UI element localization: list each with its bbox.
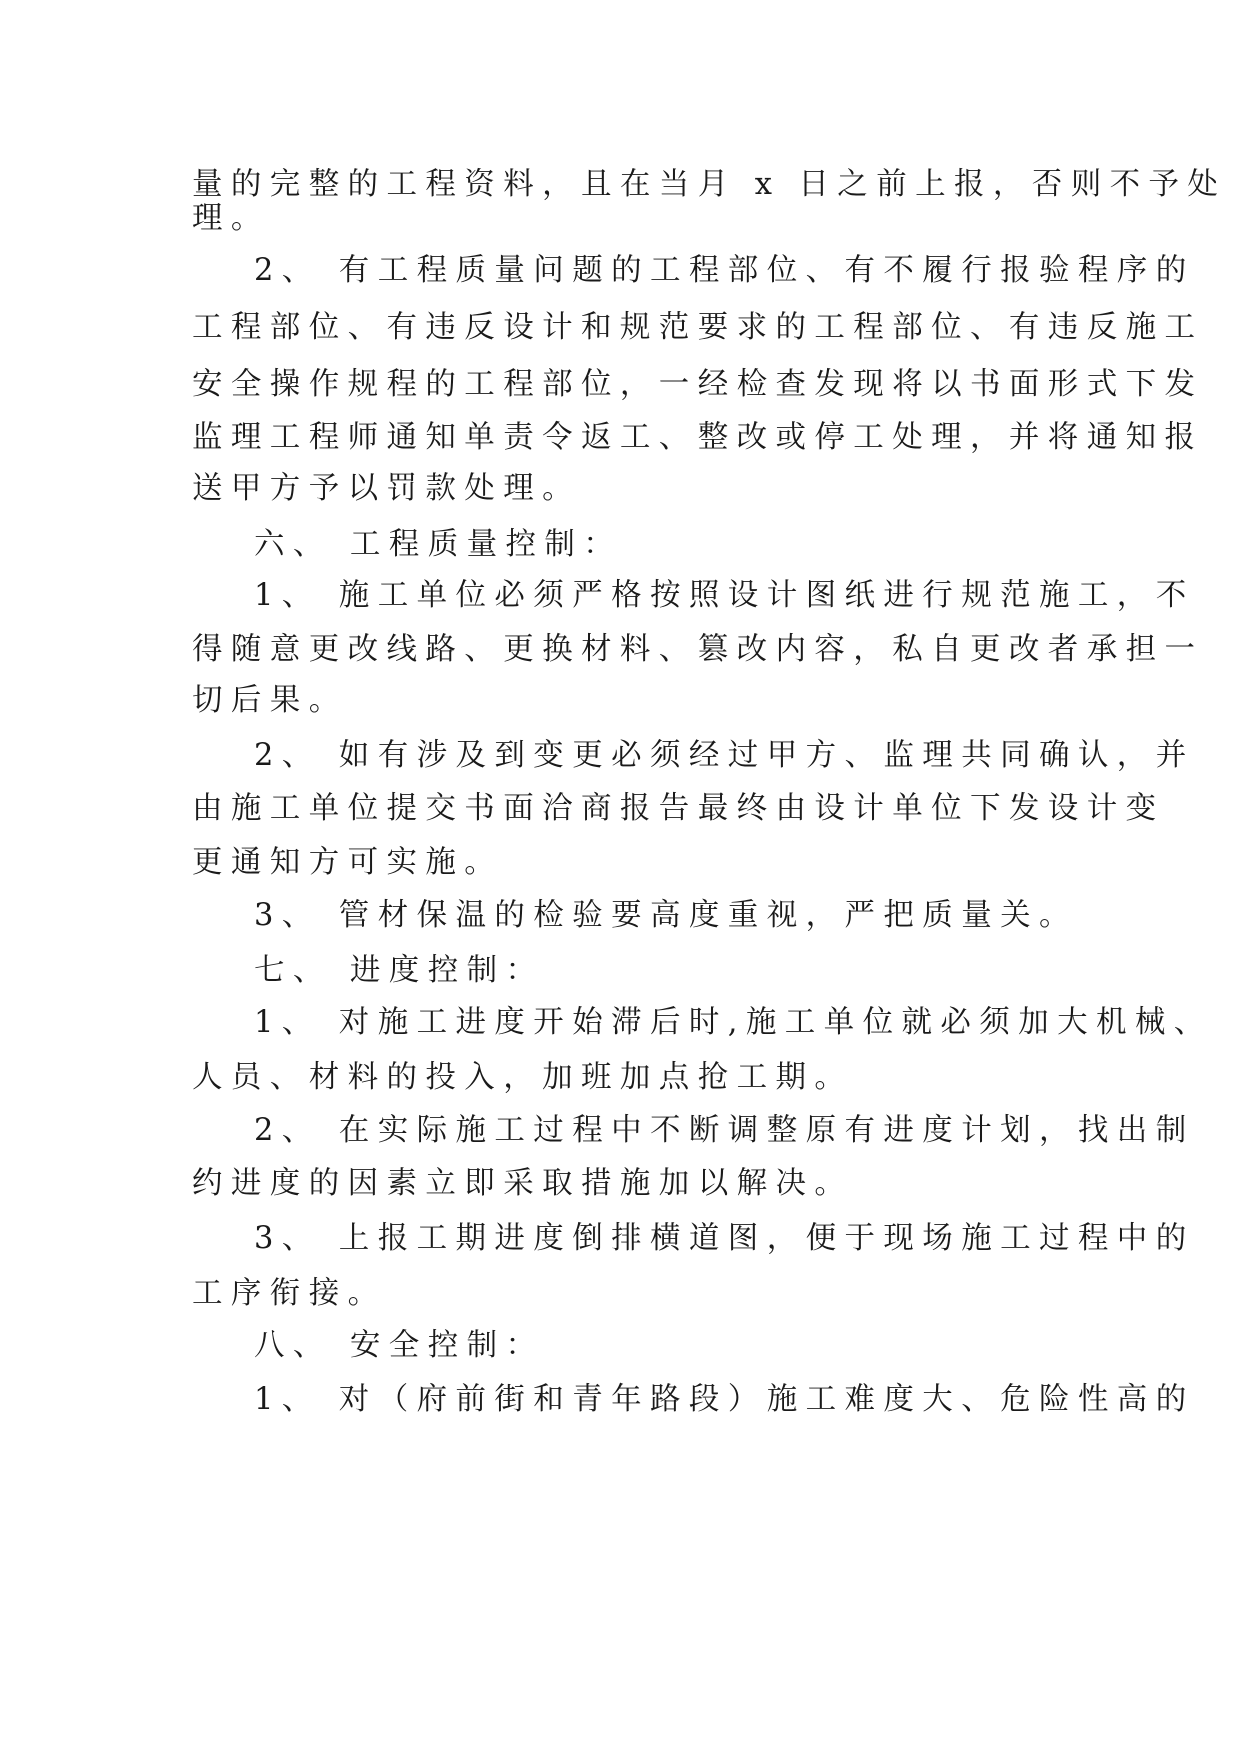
section-heading: 八、 安全控制： [254,1328,545,1363]
text-line: 1、 对施工进度开始滞后时,施工单位就必须加大机械、 [254,1005,1213,1040]
text-line: 得随意更改线路、更换材料、篡改内容，私自更改者承担一 [192,632,1204,667]
text-line: 3、 管材保温的检验要高度重视，严把质量关。 [254,898,1078,933]
text-line: 2、 在实际施工过程中不断调整原有进度计划，找出制 [254,1113,1195,1148]
text-line: 更通知方可实施。 [192,845,504,880]
section-heading: 七、 进度控制： [254,953,545,988]
text-line: 约进度的因素立即采取措施加以解决。 [192,1166,854,1201]
text-line: 送甲方予以罚款处理。 [192,471,581,506]
text-line: 2、 如有涉及到变更必须经过甲方、监理共同确认，并 [254,738,1195,773]
text-line: 1、 对（府前街和青年路段）施工难度大、危险性高的 [254,1382,1195,1417]
text-line: 安全操作规程的工程部位，一经检查发现将以书面形式下发 [192,367,1204,402]
text-line: 由施工单位提交书面洽商报告最终由设计单位下发设计变 [192,791,1165,826]
text-line: 人员、材料的投入，加班加点抢工期。 [192,1060,854,1095]
text-line: 监理工程师通知单责令返工、整改或停工处理，并将通知报 [192,420,1204,455]
text-line: 切后果。 [192,683,348,718]
section-heading: 六、 工程质量控制： [254,527,623,562]
text-line: 理。 [192,201,270,236]
text-line: 工序衔接。 [192,1276,387,1311]
text-line: 量的完整的工程资料，且在当月 x 日之前上报，否则不予处 [192,167,1227,202]
text-line: 1、 施工单位必须严格按照设计图纸进行规范施工，不 [254,578,1195,613]
text-line: 2、 有工程质量问题的工程部位、有不履行报验程序的 [254,253,1195,288]
text-line: 工程部位、有违反设计和规范要求的工程部位、有违反施工 [192,310,1204,345]
text-line: 3、 上报工期进度倒排横道图，便于现场施工过程中的 [254,1221,1195,1256]
